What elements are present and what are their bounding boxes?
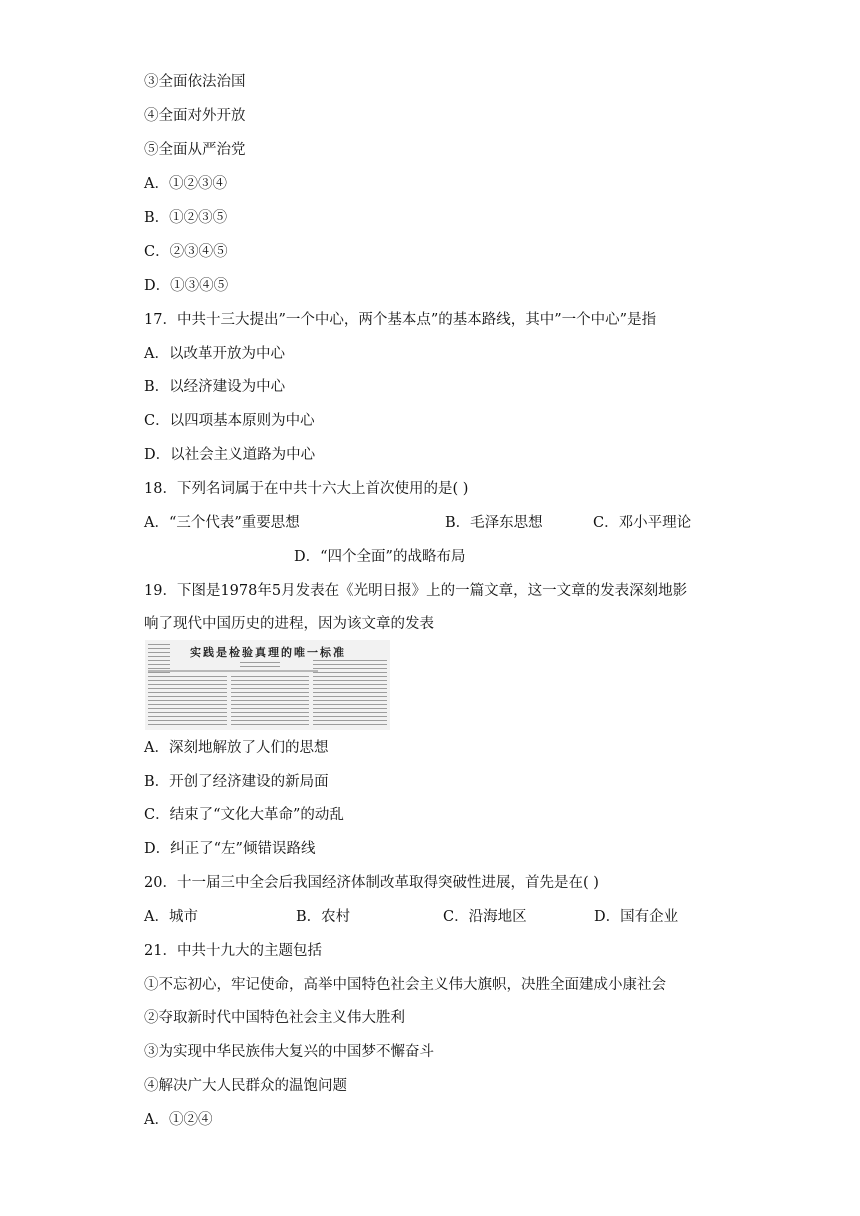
q19-choice-a: A．深刻地解放了人们的思想 (144, 740, 329, 756)
question-19-stem-line-1: 19．下图是1978年5月发表在《光明日报》上的一篇文章，这一文章的发表深刻地影 (144, 583, 688, 599)
q19-choice-b: B．开创了经济建设的新局面 (144, 774, 329, 790)
q20-choice-c: C．沿海地区 (443, 909, 527, 925)
q17-choice-d: D．以社会主义道路为中心 (144, 447, 316, 463)
q20-choice-a: A．城市 (144, 909, 198, 925)
choice-a: A．①②③④ (144, 176, 227, 192)
q21-item-4: ④解决广大人民群众的温饱问题 (144, 1078, 347, 1094)
option-item-5: ⑤全面从严治党 (144, 142, 246, 158)
q21-item-3: ③为实现中华民族伟大复兴的中国梦不懈奋斗 (144, 1044, 434, 1060)
q18-choice-d: D．“四个全面”的战略布局 (294, 549, 466, 565)
q19-choice-c: C．结束了“文化大革命”的动乱 (144, 807, 344, 823)
clipping-headline: 实践是检验真理的唯一标准 (190, 646, 346, 659)
q20-choice-d: D．国有企业 (594, 909, 679, 925)
q18-choice-a: A．“三个代表”重要思想 (144, 515, 300, 531)
q20-choice-b: B．农村 (296, 909, 351, 925)
q19-choice-d: D．纠正了“左”倾错误路线 (144, 841, 316, 857)
question-17-stem: 17．中共十三大提出”一个中心，两个基本点”的基本路线，其中”一个中心”是指 (144, 312, 657, 328)
choice-b: B．①②③⑤ (144, 210, 228, 226)
question-21-stem: 21．中共十九大的主题包括 (144, 943, 322, 959)
question-20-stem: 20．十一届三中全会后我国经济体制改革取得突破性进展，首先是在( ) (144, 875, 599, 891)
q18-choice-c: C．邓小平理论 (593, 515, 692, 531)
newspaper-clipping-image (145, 640, 390, 730)
q18-choice-b: B．毛泽东思想 (445, 515, 543, 531)
choice-c: C．②③④⑤ (144, 244, 228, 260)
q17-choice-b: B．以经济建设为中心 (144, 379, 286, 395)
question-19-stem-line-2: 响了现代中国历史的进程，因为该文章的发表 (144, 616, 434, 632)
q21-item-2: ②夺取新时代中国特色社会主义伟大胜利 (144, 1010, 405, 1026)
question-18-stem: 18．下列名词属于在中共十六大上首次使用的是( ) (144, 481, 469, 497)
q17-choice-a: A．以改革开放为中心 (144, 346, 285, 362)
option-item-3: ③全面依法治国 (144, 74, 246, 90)
q21-choice-a: A．①②④ (144, 1112, 213, 1128)
option-item-4: ④全面对外开放 (144, 108, 246, 124)
q17-choice-c: C．以四项基本原则为中心 (144, 413, 315, 429)
q21-item-1: ①不忘初心，牢记使命，高举中国特色社会主义伟大旗帜，决胜全面建成小康社会 (144, 977, 666, 993)
choice-d: D．①③④⑤ (144, 278, 229, 294)
